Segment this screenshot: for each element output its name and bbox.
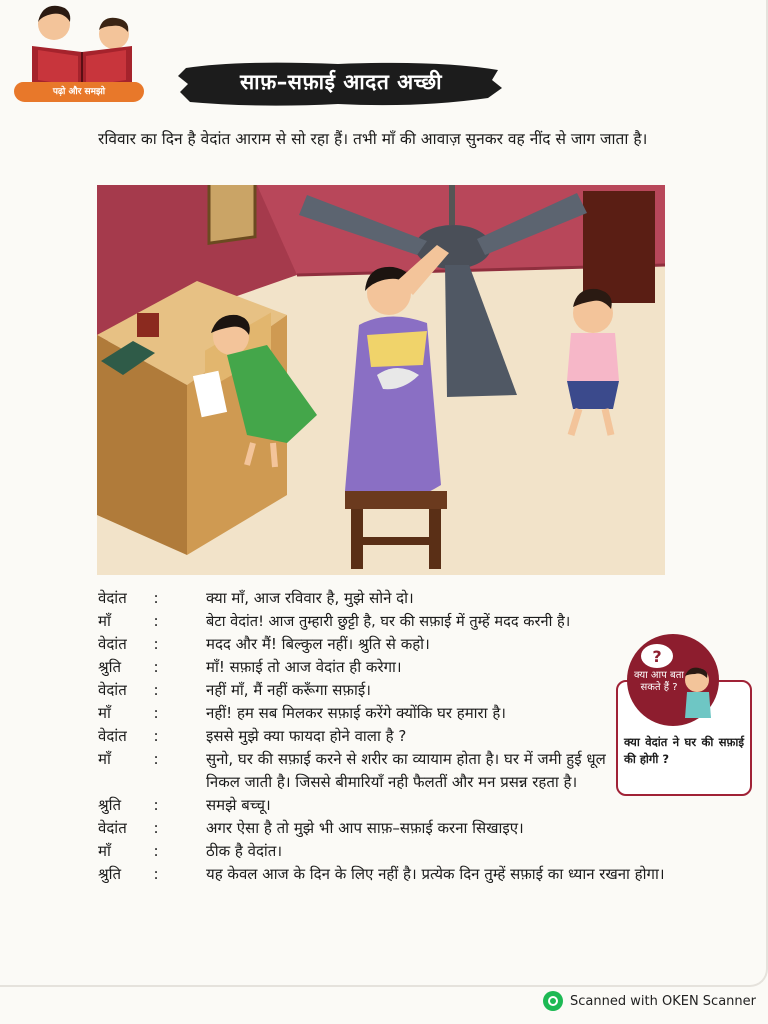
colon: : [153,704,159,722]
dialogue-row [98,794,758,817]
dialogue-row [98,840,758,863]
speaker-name: माँ [98,704,111,722]
scanner-text: Scanned with OKEN Scanner [570,993,756,1009]
cleaning-illustration [97,185,665,575]
dialogue-row [98,587,758,610]
dialogue-line: क्या माँ, आज रविवार है, मुझे सोने दो। [206,589,414,607]
svg-text:?: ? [652,647,662,666]
intro-paragraph: रविवार का दिन है वेदांत आराम से सो रहा हैं। तभी माँ की आवाज़ सुनकर वह नींद से जाग जाता है। [98,130,648,148]
colon: : [153,750,159,768]
colon: : [153,842,159,860]
speaker-name: वेदांत [98,589,127,607]
colon: : [153,865,159,883]
dialogue-line: नहीं माँ, मैं नहीं करूँगा सफ़ाई। [206,681,371,699]
colon: : [153,727,159,745]
speaker-name: श्रुति [98,658,122,676]
colon: : [153,612,159,630]
dialogue-row [98,610,758,633]
speaker-name: श्रुति [98,796,122,814]
dialogue-line: बेटा वेदांत! आज तुम्हारी छुट्टी है, घर की सफ़ाई में तुम्हें मदद करनी है। [206,613,571,630]
scanner-logo-icon [542,990,564,1012]
dialogue-line: यह केवल आज के दिन के लिए नहीं है। प्रत्येक दिन तुम्हें सफ़ाई का ध्यान रखना होगा। [206,865,665,883]
dialogue-line: सुनो, घर की सफ़ाई करने से शरीर का व्यायाम होता है। घर में जमी हुई धूल निकल जाती है। जिससे बीमारियाँ नही फैलतीं और मन प्रसन्न रहता है। [206,750,606,791]
colon: : [153,819,159,837]
speaker-name: वेदांत [98,819,127,837]
speaker-name: माँ [98,750,111,768]
logo-caption: पढ़ो और समझो [14,82,144,102]
colon: : [153,635,159,653]
speaker-name: माँ [98,842,111,860]
think-question: क्या वेदांत ने घर की सफ़ाई की होगी ? [624,735,744,766]
colon: : [153,589,159,607]
dialogue-line: नहीं! हम सब मिलकर सफ़ाई करेंगे क्योंकि घर हमारा है। [206,704,506,722]
dialogue-line: माँ! सफ़ाई तो आज वेदांत ही करेगा। [206,658,402,676]
dialogue-line: मदद और मैं! बिल्कुल नहीं। श्रुति से कहो। [206,635,430,653]
dialogue-row [98,817,758,840]
speaker-name: माँ [98,612,111,630]
colon: : [153,681,159,699]
dialogue-line: ठीक है वेदांत। [206,842,283,860]
speaker-name: वेदांत [98,727,127,745]
dialogue-row [98,863,758,886]
colon: : [153,796,159,814]
dialogue-line: समझे बच्चू। [206,796,271,814]
colon: : [153,658,159,676]
dialogue-line: इससे मुझे क्या फायदा होने वाला है ? [206,727,407,745]
think-label: क्या आप बता सकते हैं ? [634,670,684,693]
scanner-footer [542,988,756,1014]
dialogue-line: अगर ऐसा है तो मुझे भी आप साफ़–सफ़ाई करना सिखाइए। [206,819,524,837]
speaker-name: वेदांत [98,681,127,699]
speaker-name: वेदांत [98,635,127,653]
speaker-name: श्रुति [98,865,122,883]
title-banner [178,58,504,110]
page-title: साफ़–सफ़ाई आदत अच्छी [239,70,443,94]
